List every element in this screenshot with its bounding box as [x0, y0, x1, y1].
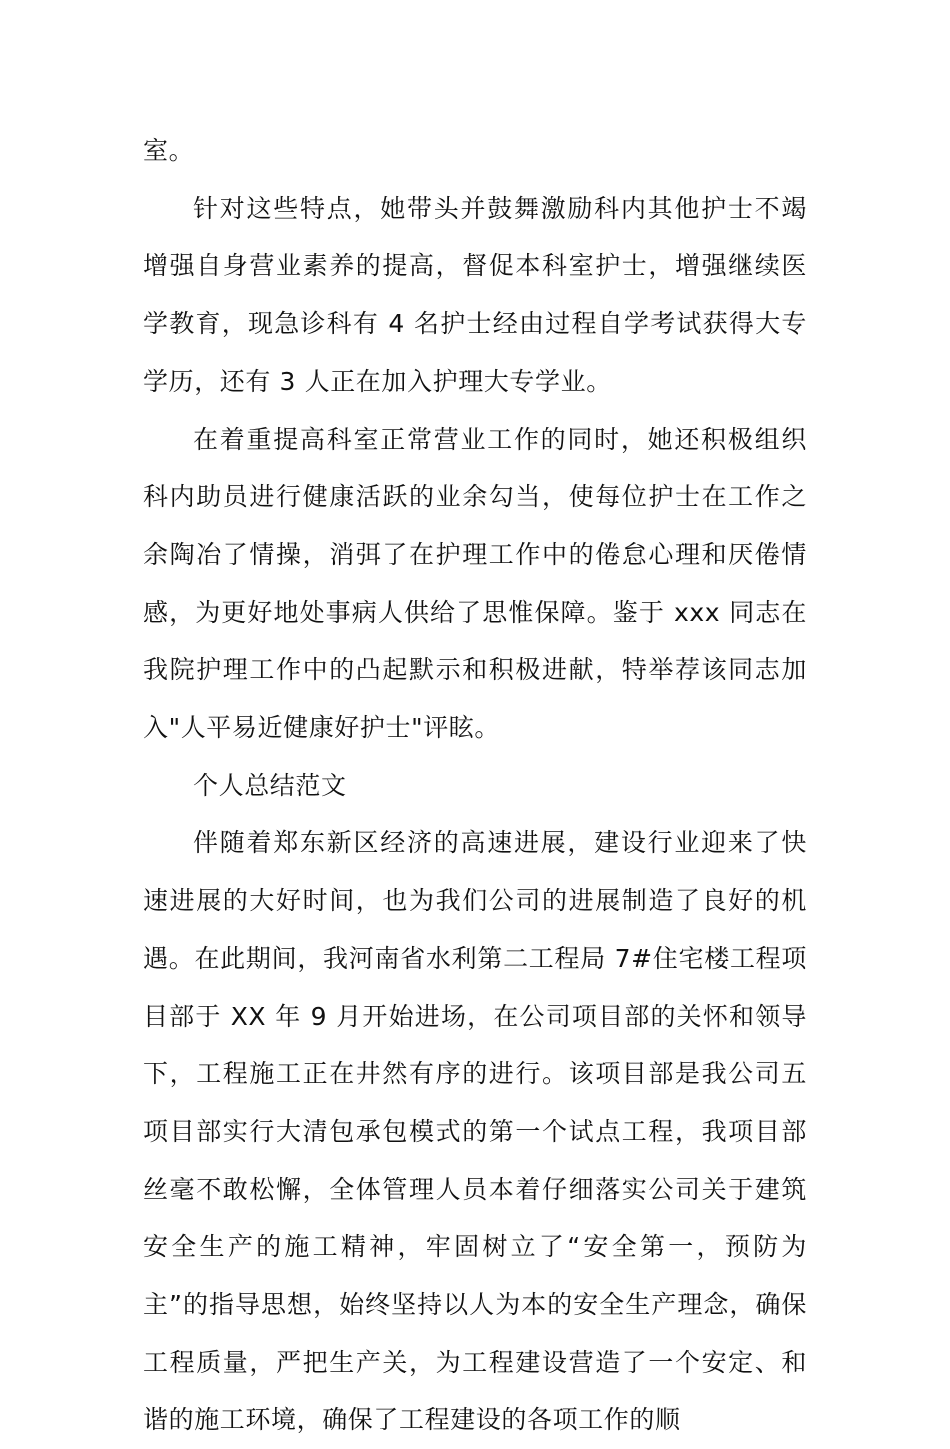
paragraph-nurse-activities: 在着重提高科室正常营业工作的同时，她还积极组织科内助员进行健康活跃的业余勾当，使每位护士在工作之余陶冶了情操，消弭了在护理工作中的倦怠心理和厌倦情感，为更好地处事病人供给了思惟保障。鉴于 xxx 同志在我院护理工作中的凸起默示和积极进献，特举荐该同志加入"人平易近健康好护士"评眩。 — [143, 424, 807, 743]
document-body — [143, 122, 807, 1449]
paragraph-continuation: 室。 — [143, 136, 195, 165]
paragraph-nurse-education: 针对这些特点，她带头并鼓舞激励科内其他护士不竭增强自身营业素养的提高，督促本科室护士，增强继续医学教育，现急诊科有 4 名护士经由过程自学考试获得大专学历，还有 3 人正在加入护理大专学业。 — [143, 193, 807, 396]
section-heading: 个人总结范文 — [193, 770, 347, 800]
paragraph-project-summary: 伴随着郑东新区经济的高速进展，建设行业迎来了快速进展的大好时间，也为我们公司的进展制造了良好的机遇。在此期间，我河南省水利第二工程局 7#住宅楼工程项目部于 XX 年 9 月开始进场，在公司项目部的关怀和领导下，工程施工正在井然有序的进行。该项目部是我公司五项目部实行大清包承包模式的第一个试点工程，我项目部丝毫不敢松懈，全体管理人员本着仔细落实公司关于建筑安全生产的施工精神，牢固树立了“安全第一，预防为主”的指导思想，始终坚持以人为本的安全生产理念，确保工程质量，严把生产关，为工程建设营造了一个安定、和谐的施工环境，确保了工程建设的各项工作的顺 — [143, 828, 807, 1435]
